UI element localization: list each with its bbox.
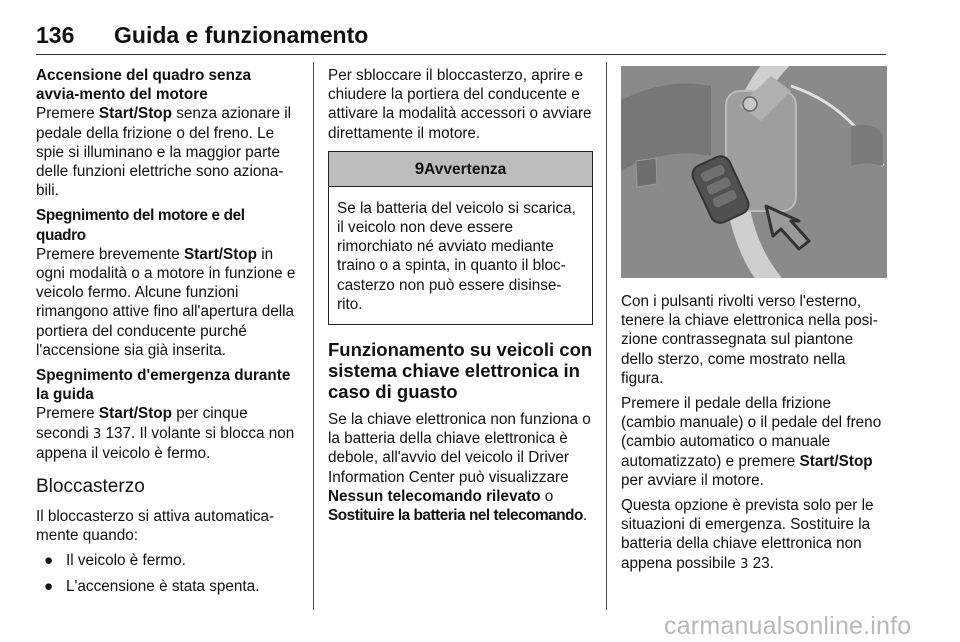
warning-header [329,152,592,187]
text: 23. [748,554,774,572]
list-item [36,551,298,570]
text: Se la chiave elettronica non funziona o la batteria della chiave elettronica è debole, all'avvio del veicolo il Driver Information Center può visualizzare [328,411,591,486]
text: senza azionare il pedale della frizione o del freno. Le spie si illuminano e la maggior parte delle funzioni elettriche sono aziona-bili. [36,105,292,200]
text: Premere [36,405,99,423]
paragraph-emergenza [36,404,298,463]
paragraph-pulsanti: Con i pulsanti rivolti verso l'esterno, tenere la chiave elettronica nella posi-zione contrassegnata sul piantone dello sterzo, come mostrato nella figura. [621,293,878,387]
text: Premere brevemente [36,245,184,263]
message-replace-battery: Sostituire la batteria nel telecomando [328,507,583,525]
page-header [36,20,886,55]
watermark: carmanualsonline.info [664,612,912,640]
heading-funzionamento: Funzionamento su veicoli con sistema chiave elettronica in caso di guasto [328,339,593,403]
text: Premere il pedale della frizione (cambio manuale) o il pedale del freno (cambio automatico o manuale automatizzato) e premere [621,395,882,470]
page-reference-icon[interactable]: 3 [740,556,749,572]
paragraph-sblocco: Per sbloccare il bloccasterzo, aprire e chiudere la portiera del conducente e attivare la modalità accessori o avviare direttamente il motore. [328,67,592,142]
text: per avviare il motore. [621,471,764,489]
paragraph-pedale [621,394,887,490]
page-number: 136 [36,22,75,48]
text: L'accensione è stata spenta. [66,577,260,595]
start-stop-label: Start/Stop [98,105,172,123]
page-reference-icon[interactable]: 3 [92,426,102,442]
bullet-icon: ● [44,552,54,570]
start-stop-label: Start/Stop [183,245,258,263]
column-2 [328,66,593,531]
text: Questa opzione è prevista solo per le situazioni di emergenza. Sostituire la batteria della chiave elettronica non appena possibile [621,497,874,572]
paragraph-emergenza-info [621,496,887,574]
paragraph-funzionamento [328,410,593,525]
paragraph-accensione [36,104,298,200]
column-3 [621,66,887,580]
heading-spegnimento: Spegnimento del motore e del quadro [36,207,245,244]
warning-title: Avvertenza [424,160,507,178]
text: per cinque secondi [36,405,248,442]
bullet-icon: ● [44,577,54,595]
text: o [540,487,554,505]
text: 137. Il volante si blocca non appena il veicolo è fermo. [36,424,295,462]
warning-box [328,151,593,325]
column-divider [606,62,607,610]
start-stop-label: Start/Stop [98,405,172,423]
steering-column-illustration [621,66,887,278]
steering-column-key-figure [621,66,887,278]
warning-icon: 9 [414,158,425,178]
start-stop-label: Start/Stop [799,452,873,470]
section-heading-bloccasterzo: Bloccasterzo [36,476,145,498]
text: . [582,507,588,525]
page-title: Guida e funzionamento [114,22,369,48]
text: in ogni modalità o a motore in funzione e veicolo fermo. Alcune funzioni rimangono attive fino all'apertura della portiera del conducente purché l'accensione sia già inserita. [36,245,296,359]
list-item [36,577,298,596]
warning-body: Se la batteria del veicolo si scarica, il veicolo non deve essere rimorchiato né avviato mediante traino o a spinta, in quanto il bloc-casterzo non può essere disinse-rito. [337,199,576,313]
heading-accensione: Accensione del quadro senza avvia-mento del motore [36,67,252,104]
heading-emergenza: Spegnimento d'emergenza durante la guida [36,367,291,404]
text: Premere [36,105,99,123]
text: Il veicolo è fermo. [66,552,186,570]
column-divider [313,62,314,610]
paragraph-spegnimento [36,245,298,360]
column-1 [36,66,298,602]
message-no-remote: Nessun telecomando rilevato [328,487,541,505]
paragraph-bloccasterzo: Il bloccasterzo si attiva automatica-mente quando: [36,508,275,545]
